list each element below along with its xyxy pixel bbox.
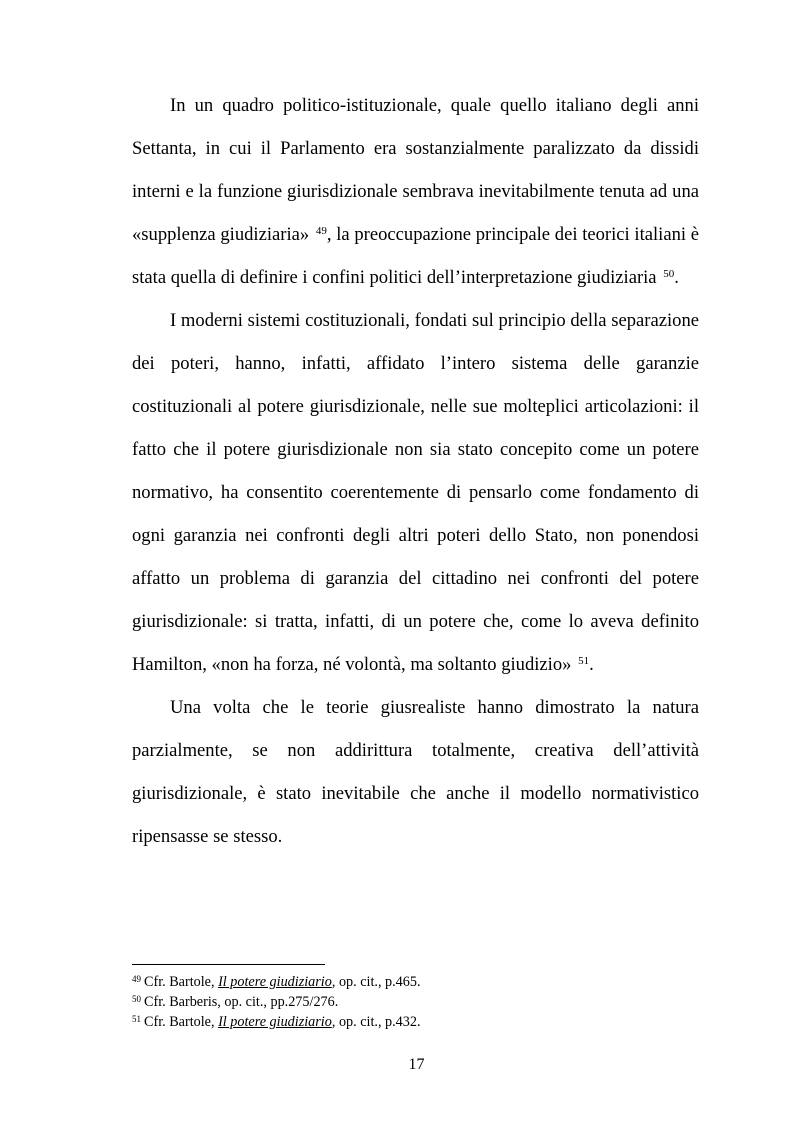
footnote-title-link[interactable]: Il potere giudiziario [218, 974, 332, 990]
page-number: 17 [408, 1056, 425, 1073]
paragraph-text: Una volta che le teorie giusrealiste hanno dimostrato la natura parzialmente, se non addirittura totalmente, creativa dell’attività giurisdizionale, è stato inevitabile che anche il modello normativistico ripensasse se stesso. [132, 697, 699, 847]
paragraph-text: I moderni sistemi costituzionali, fondati sul principio della separazione dei poteri, hanno, infatti, affidato l’intero sistema delle garanzie costituzionali al potere giurisdizionale, nelle sue molteplici articolazioni: il fatto che il potere giurisdizionale non sia stato concepito come un potere normativo, ha consentito coerentemente di pensarlo come fondamento di ogni garanzia nei confronti degli altri poteri dello Stato, non ponendosi affatto un problema di garanzia del cittadino nei confronti del potere giurisdizionale: si tratta, infatti, di un potere che, come lo aveva definito Hamilton, «non ha forza, né volontà, ma soltanto giudizio» [132, 310, 699, 675]
footnote-number: 49 [132, 973, 141, 984]
footnote-ref-50[interactable]: 50 [663, 267, 675, 280]
footnote-49 [132, 972, 692, 992]
main-text [132, 84, 699, 858]
footnote-text: , op. cit., p.432. [331, 1014, 421, 1030]
paragraph-2 [132, 299, 699, 686]
footnote-title-link[interactable]: Il potere giudiziario [218, 1014, 332, 1030]
footnote-ref-49[interactable]: 49 [315, 224, 327, 237]
footnotes [132, 972, 692, 1032]
footnote-text: Cfr. Barberis, op. cit., pp.275/276. [144, 994, 339, 1010]
paragraph-text: , la preoccupazione principale dei teorici italiani è stata quella di definire i confini politici dell’interpretazione giudiziaria [132, 224, 699, 288]
paragraph-1 [132, 84, 699, 299]
footnote-51 [132, 1012, 692, 1032]
footnote-text: , op. cit., p.465. [331, 974, 421, 990]
footnote-separator [132, 964, 325, 965]
footnote-number: 51 [132, 1013, 141, 1024]
paragraph-text: . [674, 267, 679, 288]
footnote-text: Cfr. Bartole, [144, 974, 219, 990]
footnote-ref-51[interactable]: 51 [578, 654, 590, 667]
paragraph-text: . [589, 654, 594, 675]
footnote-number: 50 [132, 993, 141, 1004]
paragraph-text: In un quadro politico-istituzionale, quale quello italiano degli anni Settanta, in cui il Parlamento era sostanzialmente paralizzato da dissidi interni e la funzione giurisdizionale sembrava inevitabilmente tenuta ad una «supplenza giudiziaria» [132, 95, 699, 245]
paragraph-3 [132, 686, 699, 858]
footnote-text: Cfr. Bartole, [144, 1014, 219, 1030]
footnote-50 [132, 992, 692, 1012]
